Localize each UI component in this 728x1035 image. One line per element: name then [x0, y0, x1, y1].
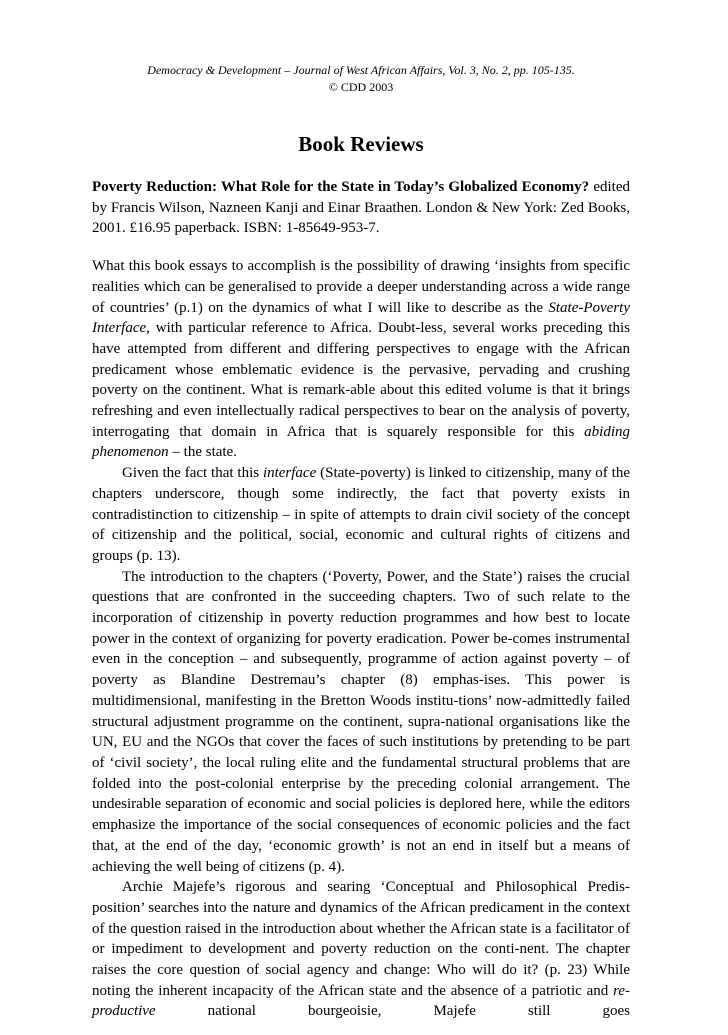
paragraph-1: [92, 256, 630, 463]
paragraph-4-text-b: national bourgeoisie, Majefe still goes: [155, 1003, 630, 1020]
book-citation: [92, 177, 630, 239]
document-page: [92, 62, 630, 1022]
book-title: Poverty Reduction: What Role for the State in Today’s Globalized Economy?: [92, 179, 590, 195]
section-title: Book Reviews: [298, 132, 424, 156]
copyright-line: © CDD 2003: [328, 80, 394, 94]
paragraph-2: [92, 463, 630, 567]
book-details: edited by Francis Wilson, Nazneen Kanji and Einar Braathen. London & New York: Zed Books, 2001. £16.95 paperback. ISBN: 1-85649-953-7.: [92, 179, 630, 237]
paragraph-3: The introduction to the chapters (‘Poverty, Power, and the State’) raises the crucial questions that are confronted in the succeeding chapters. Two of such relate to the incorporation of citizenship in poverty reduction programmes and how best to locate power in the context of organizing for poverty eradication. Power be-comes instrumental even in the conception – and subsequently, programme of action against poverty – of poverty as Blandine Destremau’s chapter (8) emphas-ises. This power is multidimensional, manifesting in the Bretton Woods institu-tions’ now-admittedly failed structural adjustment programme on the continent, supra-national organisations like the UN, EU and the NGOs that cover the faces of such institutions by pretending to be part of ‘civil society’, the local ruling elite and the fundamental structural problems that are folded into the post-colonial enterprise by the preceding colonial arrangement. The undesirable separation of economic and social policies is deplored here, while the editors emphasize the importance of the social consequences of economic policies and the fact that, at the end of the day, ‘economic growth’ is not an end in itself but a means of achieving the well being of citizens (p. 4).: [92, 568, 630, 875]
paragraph-2-text-a: Given the fact that this: [122, 465, 263, 482]
paragraph-1-emphasis-2: abiding phenomenon: [92, 423, 630, 461]
paragraph-1-text-c: – the state.: [168, 444, 237, 461]
paragraph-4: [92, 877, 630, 1022]
review-body: [92, 256, 630, 1022]
paragraph-4-emphasis-1: re-productive: [92, 982, 630, 1020]
paragraph-2-emphasis-1: interface: [262, 465, 317, 482]
paragraph-2-text-b: (State-poverty) is linked to citizenship, many of the chapters underscore, though some indirectly, the fact that poverty exists in contradistinction to citizenship – in spite of attempts to drain civil society of the concept of citizenship and the political, social, economic and cultural rights of citizens and groups (p. 13).: [92, 465, 630, 564]
running-header: [92, 62, 630, 96]
paragraph-4-text-a: Archie Majefe’s rigorous and searing ‘Conceptual and Philosophical Predis-position’ searches into the nature and dynamics of the African predicament in the context of the question raised in the introduction about whether the African state is a facilitator of or impediment to development and poverty reduction on the conti-nent. The chapter raises the core question of social agency and change: Who will do it? (p. 23) While noting the inherent incapacity of the African state and the absence of a patriotic and: [92, 879, 630, 999]
paragraph-1-text-a: What this book essays to accomplish is the possibility of drawing ‘insights from specific realities which can be generalised to provide a deeper understanding across a wide range of countries’ (p.1) on the dynamics of what I will like to describe as the: [92, 258, 630, 316]
paragraph-1-emphasis-1: State-Poverty Interface,: [92, 299, 630, 337]
paragraph-1-text-b: with particular reference to Africa. Doubt-less, several works preceding this have attempted from different and differing perspectives to engage with the African predicament whose emblematic evidence is the pervasive, pervading and crushing poverty on the continent. What is remark-able about this edited volume is that it brings refreshing and even intellectually radical perspectives to bear on the analysis of poverty, interrogating that domain in Africa that is squarely responsible for this: [92, 320, 630, 440]
journal-citation: Democracy & Development – Journal of West African Affairs, Vol. 3, No. 2, pp. 105-135.: [147, 63, 575, 77]
